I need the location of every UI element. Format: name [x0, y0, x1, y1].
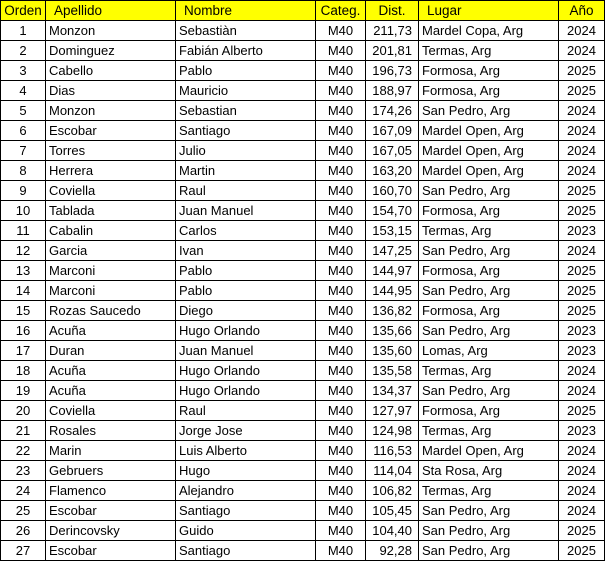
cell-orden: 22	[1, 441, 46, 461]
cell-apellido: Acuña	[46, 321, 176, 341]
table-row	[1, 321, 605, 341]
cell-orden: 5	[1, 101, 46, 121]
cell-lugar: Mardel Open, Arg	[419, 121, 559, 141]
cell-nombre: Luis Alberto	[176, 441, 316, 461]
cell-lugar: Formosa, Arg	[419, 401, 559, 421]
cell-nombre: Julio	[176, 141, 316, 161]
cell-categ: M40	[316, 61, 366, 81]
cell-dist: 211,73	[366, 21, 419, 41]
cell-orden: 13	[1, 261, 46, 281]
cell-categ: M40	[316, 201, 366, 221]
cell-dist: 114,04	[366, 461, 419, 481]
cell-nombre: Hugo Orlando	[176, 381, 316, 401]
cell-apellido: Derincovsky	[46, 521, 176, 541]
cell-categ: M40	[316, 121, 366, 141]
cell-lugar: Termas, Arg	[419, 221, 559, 241]
cell-orden: 12	[1, 241, 46, 261]
cell-nombre: Hugo	[176, 461, 316, 481]
cell-apellido: Coviella	[46, 401, 176, 421]
cell-categ: M40	[316, 281, 366, 301]
cell-orden: 21	[1, 421, 46, 441]
cell-dist: 134,37	[366, 381, 419, 401]
cell-apellido: Monzon	[46, 21, 176, 41]
cell-lugar: San Pedro, Arg	[419, 521, 559, 541]
cell-orden: 23	[1, 461, 46, 481]
cell-orden: 9	[1, 181, 46, 201]
cell-nombre: Santiago	[176, 121, 316, 141]
cell-lugar: Mardel Open, Arg	[419, 441, 559, 461]
cell-dist: 135,60	[366, 341, 419, 361]
cell-lugar: San Pedro, Arg	[419, 281, 559, 301]
cell-anio: 2025	[559, 401, 605, 421]
cell-anio: 2023	[559, 221, 605, 241]
cell-categ: M40	[316, 181, 366, 201]
table-row	[1, 201, 605, 221]
table-body	[1, 21, 605, 561]
cell-dist: 106,82	[366, 481, 419, 501]
cell-categ: M40	[316, 101, 366, 121]
cell-apellido: Duran	[46, 341, 176, 361]
cell-orden: 27	[1, 541, 46, 561]
table-row	[1, 301, 605, 321]
cell-lugar: Lomas, Arg	[419, 341, 559, 361]
cell-dist: 124,98	[366, 421, 419, 441]
cell-anio: 2025	[559, 261, 605, 281]
cell-categ: M40	[316, 521, 366, 541]
cell-apellido: Cabalin	[46, 221, 176, 241]
cell-anio: 2025	[559, 541, 605, 561]
cell-lugar: Sta Rosa, Arg	[419, 461, 559, 481]
cell-dist: 188,97	[366, 81, 419, 101]
cell-apellido: Marin	[46, 441, 176, 461]
cell-anio: 2024	[559, 241, 605, 261]
cell-anio: 2025	[559, 61, 605, 81]
cell-dist: 160,70	[366, 181, 419, 201]
cell-anio: 2025	[559, 181, 605, 201]
table-row	[1, 21, 605, 41]
cell-anio: 2025	[559, 281, 605, 301]
cell-orden: 2	[1, 41, 46, 61]
cell-anio: 2024	[559, 481, 605, 501]
cell-dist: 167,09	[366, 121, 419, 141]
cell-categ: M40	[316, 341, 366, 361]
cell-apellido: Torres	[46, 141, 176, 161]
header-apellido: Apellido	[46, 1, 176, 21]
cell-lugar: Termas, Arg	[419, 421, 559, 441]
cell-anio: 2023	[559, 321, 605, 341]
cell-categ: M40	[316, 221, 366, 241]
cell-anio: 2024	[559, 161, 605, 181]
cell-anio: 2024	[559, 441, 605, 461]
table-row	[1, 221, 605, 241]
cell-nombre: Juan Manuel	[176, 341, 316, 361]
cell-categ: M40	[316, 81, 366, 101]
cell-lugar: Mardel Open, Arg	[419, 161, 559, 181]
cell-nombre: Santiago	[176, 501, 316, 521]
cell-nombre: Alejandro	[176, 481, 316, 501]
cell-apellido: Rozas Saucedo	[46, 301, 176, 321]
cell-orden: 10	[1, 201, 46, 221]
cell-orden: 8	[1, 161, 46, 181]
table-row	[1, 281, 605, 301]
cell-categ: M40	[316, 361, 366, 381]
cell-nombre: Sebastiàn	[176, 21, 316, 41]
header-dist: Dist.	[366, 1, 419, 21]
cell-categ: M40	[316, 381, 366, 401]
cell-anio: 2024	[559, 501, 605, 521]
cell-apellido: Acuña	[46, 381, 176, 401]
table-row	[1, 481, 605, 501]
cell-lugar: Formosa, Arg	[419, 301, 559, 321]
cell-dist: 167,05	[366, 141, 419, 161]
cell-nombre: Carlos	[176, 221, 316, 241]
cell-orden: 3	[1, 61, 46, 81]
cell-nombre: Santiago	[176, 541, 316, 561]
cell-lugar: Mardel Open, Arg	[419, 141, 559, 161]
cell-apellido: Garcia	[46, 241, 176, 261]
cell-apellido: Dias	[46, 81, 176, 101]
table-row	[1, 81, 605, 101]
table-row	[1, 541, 605, 561]
cell-orden: 26	[1, 521, 46, 541]
cell-categ: M40	[316, 441, 366, 461]
cell-anio: 2024	[559, 21, 605, 41]
cell-apellido: Escobar	[46, 121, 176, 141]
cell-dist: 144,95	[366, 281, 419, 301]
cell-orden: 20	[1, 401, 46, 421]
cell-apellido: Herrera	[46, 161, 176, 181]
cell-lugar: Mardel Copa, Arg	[419, 21, 559, 41]
table-row	[1, 361, 605, 381]
cell-nombre: Ivan	[176, 241, 316, 261]
cell-apellido: Escobar	[46, 501, 176, 521]
cell-lugar: San Pedro, Arg	[419, 501, 559, 521]
cell-orden: 16	[1, 321, 46, 341]
cell-categ: M40	[316, 421, 366, 441]
cell-dist: 105,45	[366, 501, 419, 521]
cell-anio: 2024	[559, 141, 605, 161]
cell-nombre: Mauricio	[176, 81, 316, 101]
cell-apellido: Coviella	[46, 181, 176, 201]
cell-dist: 135,58	[366, 361, 419, 381]
cell-dist: 136,82	[366, 301, 419, 321]
cell-dist: 174,26	[366, 101, 419, 121]
cell-orden: 1	[1, 21, 46, 41]
table-row	[1, 101, 605, 121]
cell-nombre: Pablo	[176, 281, 316, 301]
cell-orden: 11	[1, 221, 46, 241]
cell-apellido: Gebruers	[46, 461, 176, 481]
cell-orden: 6	[1, 121, 46, 141]
cell-categ: M40	[316, 541, 366, 561]
cell-anio: 2023	[559, 421, 605, 441]
table-row	[1, 241, 605, 261]
cell-anio: 2024	[559, 41, 605, 61]
cell-anio: 2024	[559, 121, 605, 141]
cell-nombre: Sebastian	[176, 101, 316, 121]
cell-anio: 2023	[559, 341, 605, 361]
table-row	[1, 161, 605, 181]
cell-lugar: San Pedro, Arg	[419, 181, 559, 201]
table-row	[1, 501, 605, 521]
cell-nombre: Guido	[176, 521, 316, 541]
cell-anio: 2025	[559, 521, 605, 541]
cell-nombre: Pablo	[176, 261, 316, 281]
cell-categ: M40	[316, 481, 366, 501]
table-row	[1, 181, 605, 201]
cell-nombre: Raul	[176, 181, 316, 201]
cell-categ: M40	[316, 501, 366, 521]
table-row	[1, 521, 605, 541]
cell-lugar: San Pedro, Arg	[419, 101, 559, 121]
cell-anio: 2025	[559, 81, 605, 101]
cell-lugar: Formosa, Arg	[419, 81, 559, 101]
cell-lugar: Termas, Arg	[419, 481, 559, 501]
cell-nombre: Hugo Orlando	[176, 361, 316, 381]
cell-dist: 127,97	[366, 401, 419, 421]
cell-apellido: Marconi	[46, 281, 176, 301]
table-row	[1, 381, 605, 401]
cell-apellido: Dominguez	[46, 41, 176, 61]
table-row	[1, 141, 605, 161]
cell-apellido: Rosales	[46, 421, 176, 441]
cell-categ: M40	[316, 141, 366, 161]
cell-nombre: Jorge Jose	[176, 421, 316, 441]
cell-orden: 14	[1, 281, 46, 301]
cell-lugar: Formosa, Arg	[419, 201, 559, 221]
cell-anio: 2024	[559, 101, 605, 121]
cell-lugar: San Pedro, Arg	[419, 381, 559, 401]
table-row	[1, 461, 605, 481]
cell-dist: 147,25	[366, 241, 419, 261]
header-anio: Año	[559, 1, 605, 21]
cell-orden: 15	[1, 301, 46, 321]
cell-dist: 104,40	[366, 521, 419, 541]
cell-apellido: Marconi	[46, 261, 176, 281]
cell-nombre: Raul	[176, 401, 316, 421]
cell-apellido: Acuña	[46, 361, 176, 381]
cell-nombre: Pablo	[176, 61, 316, 81]
cell-anio: 2024	[559, 361, 605, 381]
cell-dist: 144,97	[366, 261, 419, 281]
cell-orden: 4	[1, 81, 46, 101]
cell-apellido: Escobar	[46, 541, 176, 561]
header-lugar: Lugar	[419, 1, 559, 21]
cell-nombre: Juan Manuel	[176, 201, 316, 221]
cell-dist: 92,28	[366, 541, 419, 561]
cell-orden: 18	[1, 361, 46, 381]
cell-anio: 2025	[559, 201, 605, 221]
cell-nombre: Diego	[176, 301, 316, 321]
cell-lugar: Formosa, Arg	[419, 261, 559, 281]
cell-lugar: San Pedro, Arg	[419, 321, 559, 341]
cell-nombre: Fabián Alberto	[176, 41, 316, 61]
table-row	[1, 61, 605, 81]
cell-dist: 116,53	[366, 441, 419, 461]
cell-anio: 2024	[559, 381, 605, 401]
cell-apellido: Flamenco	[46, 481, 176, 501]
cell-anio: 2025	[559, 301, 605, 321]
cell-orden: 17	[1, 341, 46, 361]
cell-categ: M40	[316, 261, 366, 281]
cell-lugar: Termas, Arg	[419, 361, 559, 381]
header-orden: Orden	[1, 1, 46, 21]
cell-dist: 153,15	[366, 221, 419, 241]
cell-dist: 201,81	[366, 41, 419, 61]
header-categ: Categ.	[316, 1, 366, 21]
table-row	[1, 441, 605, 461]
cell-lugar: Termas, Arg	[419, 41, 559, 61]
cell-orden: 19	[1, 381, 46, 401]
cell-orden: 25	[1, 501, 46, 521]
cell-dist: 135,66	[366, 321, 419, 341]
cell-apellido: Cabello	[46, 61, 176, 81]
cell-categ: M40	[316, 401, 366, 421]
table-row	[1, 401, 605, 421]
table-row	[1, 41, 605, 61]
cell-dist: 196,73	[366, 61, 419, 81]
cell-orden: 24	[1, 481, 46, 501]
cell-categ: M40	[316, 461, 366, 481]
cell-dist: 154,70	[366, 201, 419, 221]
cell-nombre: Martin	[176, 161, 316, 181]
table-row	[1, 341, 605, 361]
cell-orden: 7	[1, 141, 46, 161]
cell-categ: M40	[316, 301, 366, 321]
cell-lugar: San Pedro, Arg	[419, 541, 559, 561]
cell-nombre: Hugo Orlando	[176, 321, 316, 341]
cell-dist: 163,20	[366, 161, 419, 181]
cell-categ: M40	[316, 321, 366, 341]
header-nombre: Nombre	[176, 1, 316, 21]
cell-lugar: Formosa, Arg	[419, 61, 559, 81]
header-row	[1, 1, 605, 21]
cell-categ: M40	[316, 21, 366, 41]
cell-lugar: San Pedro, Arg	[419, 241, 559, 261]
cell-apellido: Tablada	[46, 201, 176, 221]
table-row	[1, 121, 605, 141]
table-row	[1, 421, 605, 441]
cell-categ: M40	[316, 161, 366, 181]
cell-categ: M40	[316, 41, 366, 61]
cell-apellido: Monzon	[46, 101, 176, 121]
table-row	[1, 261, 605, 281]
cell-categ: M40	[316, 241, 366, 261]
cell-anio: 2024	[559, 461, 605, 481]
